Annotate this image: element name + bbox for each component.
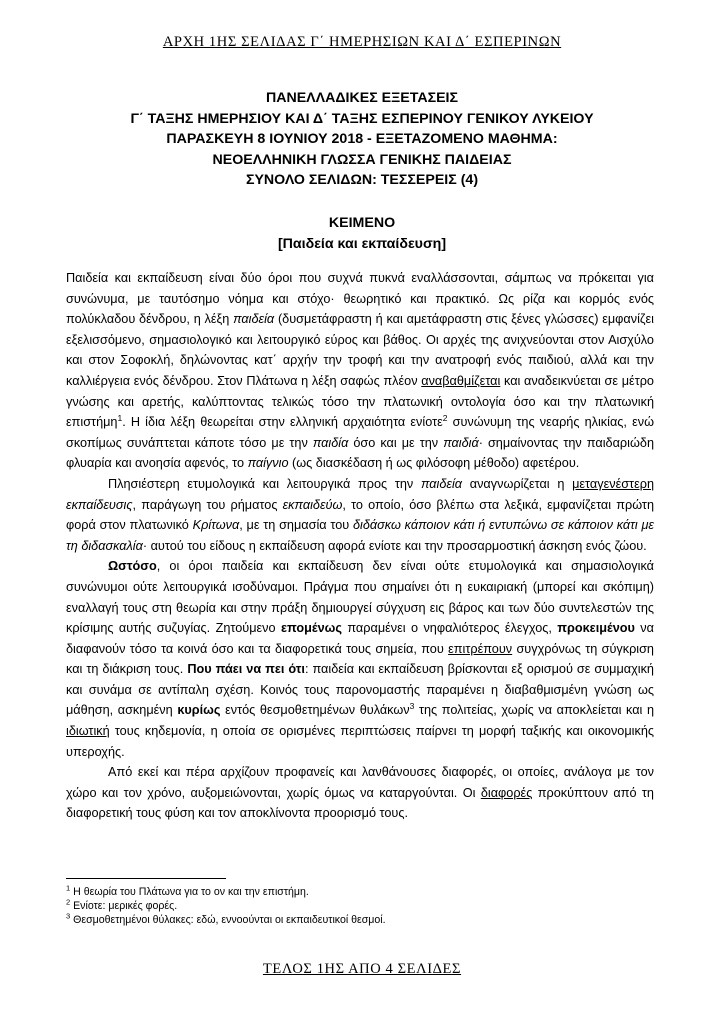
text-run: Πλησιέστερη ετυμολογικά και λειτουργικά προς την — [108, 476, 421, 491]
text-run: να διαφανούν τόσο τα κοινά όσο και τα διαφορετικά τους σημεία, που — [66, 621, 654, 656]
text-run: συγχρόνως τη σύγκριση και τη διάκριση τους. — [66, 641, 654, 677]
exam-header-line: ΠΑΝΕΛΛΑΔΙΚΕΣ ΕΞΕΤΑΣΕΙΣ — [265, 90, 459, 106]
main-text — [66, 268, 654, 824]
exam-header-line: ΝΕΟΕΛΛΗΝΙΚΗ ΓΛΩΣΣΑ ΓΕΝΙΚΗΣ ΠΑΙΔΕΙΑΣ — [212, 151, 512, 168]
page-header: ΑΡΧΗ 1ΗΣ ΣΕΛΙΔΑΣ Γ΄ ΗΜΕΡΗΣΙΩΝ ΚΑΙ Δ΄ ΕΣΠΕΡΙΝΩΝ — [162, 34, 562, 50]
section-title: ΚΕΙΜΕΝΟ — [328, 215, 396, 231]
text-run: Από εκεί και πέρα αρχίζουν προφανείς και λανθάνουσες διαφορές, οι οποίες, ανάλογα με τον χώρο και τον χρόνο, αυξομειώνονται, χωρίς όμως να καταργούνται. Οι — [66, 765, 654, 800]
text-title: [Παιδεία και εκπαίδευση] — [277, 235, 447, 252]
text-run: , με τη σημασία του — [239, 518, 353, 533]
footnote-text: Θεσμοθετημένοι θύλακες: εδώ, εννοούνται οι εκπαιδευτικοί θεσμοί. — [70, 914, 386, 927]
exam-header — [0, 88, 724, 191]
text-run: , οι όροι παιδεία και εκπαίδευση δεν είναι ούτε ετυμολογικά και σημασιολογικά συνώνυμοι ούτε λειτουργικά ισοδύναμοι. Πράγμα που σημαίνει ότι η ευκαιριακή (μπορεί και σκόπιμη) εναλλαγή τους στη θεωρία και στην πράξη δημιουργεί σύγχυση εις βάρος και των δύο συντελεστών της κρίσιμης αυτής συζυγίας. Ζητούμενο — [66, 559, 654, 636]
footnote — [66, 899, 654, 913]
text-run: (ως διασκέδαση ή ως φιλόσοφη μέθοδο) αφετέρου. — [288, 456, 580, 471]
text-run: · αυτού του είδους η εκπαίδευση αφορά ενίοτε και την προσαρμοστική άσκηση ενός ζώου. — [142, 538, 647, 553]
page-footer: ΤΕΛΟΣ 1ΗΣ ΑΠΟ 4 ΣΕΛΙΔΕΣ — [262, 961, 462, 977]
footnote-ref: 2 — [442, 412, 448, 423]
text-run: και αναδεικνύεται σε μέτρο γνώσης και αρετής, καλύπτοντας τελικώς τόσο την πλατωνική οντολογία όσο και την πλατωνική επιστήμη — [66, 373, 654, 430]
underlined-word: διαφορές — [480, 785, 533, 800]
exam-header-line: Γ΄ ΤΑΞΗΣ ΗΜΕΡΗΣΙΟΥ ΚΑΙ Δ΄ ΤΑΞΗΣ ΕΣΠΕΡΙΝΟΥ ΓΕΝΙΚΟΥ ΛΥΚΕΙΟΥ — [130, 110, 594, 127]
bold-word: επομένως — [280, 621, 342, 636]
text-run: προκύπτουν από τη διαφορετική τους φύση και τον αποκλίνοντα προορισμό τους. — [66, 785, 654, 821]
text-run: της πολιτείας, χωρίς να αποκλείεται και η — [414, 703, 655, 718]
italic-term: εκπαίδευσις — [66, 497, 133, 512]
italic-term: διδάσκω κάποιον κάτι ή εντυπώνω σε κάποιον κάτι με τη διδασκαλία — [66, 518, 654, 553]
text-run: , το οποίο, όσο βλέπω στα λεξικά, εμφανίζεται πρώτη φορά στον πλατωνικό — [66, 497, 655, 533]
bold-word: κυρίως — [177, 703, 221, 718]
underlined-word: αναβαθμίζεται — [421, 373, 501, 388]
underlined-word: μεταγενέστερη — [572, 476, 654, 491]
bold-word: Που πάει να πει ότι — [187, 662, 305, 677]
italic-term: παιδία — [312, 435, 349, 450]
text-heading — [0, 213, 724, 254]
italic-term: εκπαιδεύω — [282, 497, 343, 512]
text-run: . Η ίδια λέξη θεωρείται στην ελληνική αρχαιότητα ενίοτε — [122, 415, 443, 430]
footnote — [66, 913, 654, 927]
footnote-text: Ενίοτε: μερικές φορές. — [70, 900, 178, 913]
italic-term: παιδεία — [420, 476, 463, 491]
text-run: όσο και με την — [348, 435, 444, 450]
text-run: συνώνυμη της νεαρής ηλικίας, ενώ σκοπίμως συνάπτεται κάποτε τόσο με την — [66, 415, 654, 450]
italic-term: παιδιά — [443, 435, 479, 450]
italic-term: παίγνιο — [247, 456, 289, 471]
exam-header-line: ΠΑΡΑΣΚΕΥΗ 8 ΙΟΥΝΙΟΥ 2018 - ΕΞΕΤΑΖΟΜΕΝΟ ΜΑΘΗΜΑ: — [166, 131, 558, 147]
text-run: : παιδεία και εκπαίδευση βρίσκονται εξ ορισμού σε συμμαχική και συνάμα σε αντίπαλη σχέση. Κοινός τους παρονομαστής παραμένει η διαβαθμισμένη γνώση ως μάθηση, ασκημένη — [66, 662, 654, 718]
footnotes — [66, 885, 654, 928]
footnote-ref: 3 — [409, 701, 415, 712]
footnote-number: 1 — [66, 883, 71, 893]
footnote-number: 3 — [66, 911, 71, 921]
exam-header-line: ΣΥΝΟΛΟ ΣΕΛΙΔΩΝ: ΤΕΣΣΕΡΕΙΣ (4) — [245, 172, 479, 188]
text-run: · σημαίνοντας την παιδαριώδη φλυαρία και ανοησία αφενός, το — [66, 435, 654, 471]
footnote — [66, 885, 654, 899]
bold-word: Ωστόσο — [108, 559, 157, 574]
footnote-text: Η θεωρία του Πλάτωνα για το ον και την επιστήμη. — [70, 886, 309, 898]
text-run: αναγνωρίζεται η — [462, 476, 573, 491]
text-run: Παιδεία και εκπαίδευση είναι δύο όροι που συχνά πυκνά εναλλάσσονται, σάμπως να πρόκειται για συνώνυμα, με ταυτόσημο νόημα και στόχο· θεωρητικό και πρακτικό. Ως ρίζα και κορμός ενός πολύκλαδου δένδρου, η λέξη — [66, 271, 654, 327]
bold-word: προκειμένου — [557, 621, 635, 636]
text-run: (δυσμετάφραστη ή και αμετάφραστη στις ξένες γλώσσες) εμφανίζει εξελισσόμενο, σημασιολογικό και λειτουργικό εύρος και βάθος. Οι αρχές της ανιχνεύονται στον Αισχύλο και στον Σοφοκλή, δηλώνοντας κατ΄ αρχήν την τροφή και την ανατροφή ενός παιδιού, αλλά και την καλλιέργεια ενός δένδρου. Στον Πλάτωνα η λέξη σαφώς πλέον — [66, 312, 654, 388]
italic-term: παιδεία — [233, 312, 275, 327]
footnote-number: 2 — [66, 897, 71, 907]
footnote-ref: 1 — [117, 412, 123, 423]
text-run: εντός θεσμοθετημένων θυλάκων — [220, 703, 410, 718]
text-run: παραμένει ο νηφαλιότερος έλεγχος, — [341, 621, 558, 636]
italic-term: Κρίτωνα — [192, 518, 240, 533]
underlined-word: επιτρέπουν — [448, 641, 513, 656]
paragraph-2 — [66, 474, 654, 556]
paragraph-4 — [66, 762, 654, 824]
paragraph-1 — [66, 268, 654, 474]
paragraph-3 — [66, 556, 654, 762]
text-run: τους κηδεμονία, η οποία σε ορισμένες περιπτώσεις παίρνει τη μορφή ταξικής και οικονομικής υπεροχής. — [66, 724, 654, 759]
underlined-word: ιδιωτική — [66, 724, 110, 739]
text-run: , παράγωγη του ρήματος — [132, 497, 283, 512]
footnote-separator — [66, 878, 226, 879]
